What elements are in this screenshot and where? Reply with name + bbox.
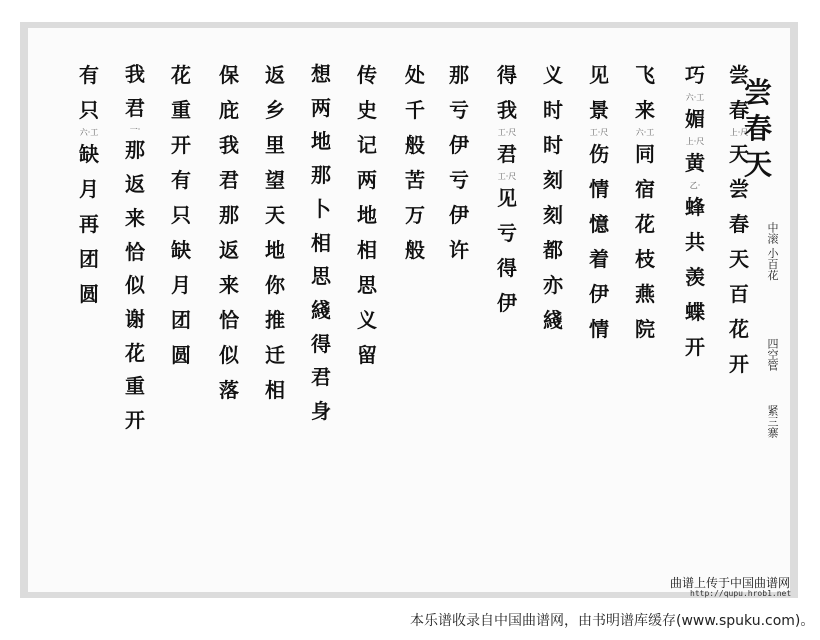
lyric-char: 重 [171,98,191,122]
lyric-char: 月 [171,273,191,297]
score-column [164,58,198,373]
gongche-notation: 六·工 [79,128,99,137]
lyric-char: 只 [79,98,99,122]
score-column [442,58,476,268]
lyric-char: 蝶 [685,300,705,324]
lyric-char: 亏 [449,168,469,192]
lyric-char: 君 [497,142,517,166]
lyric-char: 时 [543,98,563,122]
lyric-char: 你 [265,273,285,297]
lyric-char: 宿 [635,177,655,201]
lyric-char: 地 [357,203,377,227]
score-column [490,58,524,321]
lyric-char: 里 [265,133,285,157]
gongche-notation: 六·工 [635,128,655,137]
lyric-char: 天 [729,247,749,271]
lyric-char: 刻 [543,168,563,192]
lyric-char: 义 [357,308,377,332]
lyric-char: 亦 [543,273,563,297]
lyric-char: 缺 [79,142,99,166]
lyric-char: 綫 [311,298,331,323]
lyric-char: 月 [79,177,99,201]
lyric-char: 尝 [729,177,749,201]
lyric-char: 情 [589,177,609,201]
score-column [722,58,756,382]
lyric-char: 同 [635,142,655,166]
lyric-char: 思 [311,264,331,289]
score-column [350,58,384,373]
score-column [118,58,152,438]
lyric-char: 伤 [589,142,609,166]
lyric-char: 般 [405,133,425,157]
lyric-char: 黄 [685,151,705,175]
score-title: 尝春天 [743,76,772,181]
watermark-url: http://qupu.hrob1.net [690,589,792,598]
lyric-char: 开 [685,335,705,359]
lyric-char: 时 [543,133,563,157]
score-column [582,58,616,347]
lyric-char: 花 [635,212,655,236]
score-column [72,58,106,312]
lyric-char: 天 [729,142,749,166]
gongche-notation: 六·工 [685,93,705,102]
lyric-char: 保 [219,63,239,87]
lyric-char: 尝 [729,63,749,87]
lyric-char: 千 [405,98,425,122]
lyric-char: 苦 [405,168,425,192]
score-meta-1: 中滚 小百花 [766,222,779,281]
lyric-char: 巧 [685,63,705,87]
lyric-char: 綫 [543,308,563,332]
gongche-notation: 工·尺 [589,128,609,137]
lyric-char: 般 [405,238,425,262]
lyric-char: 枝 [635,247,655,271]
score-column [304,58,338,429]
gongche-notation: 工·尺 [497,172,517,181]
watermark-text: 曲谱上传于中国曲谱网 [670,576,791,590]
lyric-char: 亏 [449,98,469,122]
lyric-char: 见 [589,63,609,87]
lyric-char: 谢 [125,307,145,332]
lyric-char: 我 [497,98,517,122]
lyric-char: 都 [543,238,563,262]
lyric-char: 义 [543,63,563,87]
lyric-char: 团 [79,247,99,271]
lyric-char: 返 [219,238,239,262]
lyric-char: 院 [635,317,655,341]
lyric-char: 伊 [497,291,517,315]
lyric-char: 两 [311,95,331,120]
score-column [678,58,712,365]
lyric-char: 迁 [265,343,285,367]
score-column [628,58,662,347]
lyric-char: 返 [125,172,145,197]
lyric-char: 那 [219,203,239,227]
gongche-notation: 上·尺 [685,137,705,146]
lyric-char: 春 [729,212,749,236]
lyric-char: 望 [265,168,285,192]
lyric-char: 记 [357,133,377,157]
lyric-char: 君 [311,365,331,390]
lyric-char: 共 [685,230,705,254]
lyric-char: 身 [311,399,331,424]
lyric-char: 缺 [171,238,191,262]
lyric-char: 亏 [497,221,517,245]
lyric-char: 刻 [543,203,563,227]
gongche-notation: 工·尺 [497,128,517,137]
score-column [258,58,292,408]
lyric-char: 我 [219,133,239,157]
lyric-char: 推 [265,308,285,332]
lyric-char: 团 [171,308,191,332]
lyric-char: 伊 [449,133,469,157]
lyric-char: 景 [589,98,609,122]
lyric-char: 似 [219,343,239,367]
lyric-char: 花 [171,63,191,87]
score-column [212,58,246,408]
lyric-char: 开 [171,133,191,157]
score-meta-2: 四空管 [766,338,779,371]
lyric-char: 两 [357,168,377,192]
lyric-char: 君 [219,168,239,192]
score-column [536,58,570,338]
lyric-char: 许 [449,238,469,262]
lyric-char: 羡 [685,265,705,289]
lyric-char: 憶 [589,212,609,236]
lyric-char: 开 [125,408,145,433]
lyric-char: 相 [311,230,331,255]
lyric-char: 重 [125,374,145,399]
gongche-notation: 乙· [689,181,701,190]
lyric-char: 地 [311,129,331,154]
lyric-char: 那 [125,138,145,163]
lyric-char: 那 [449,63,469,87]
lyric-char: 传 [357,63,377,87]
lyric-char: 来 [125,205,145,230]
lyric-char: 百 [729,282,749,306]
lyric-char: 来 [219,273,239,297]
footer-text: 本乐谱收录自中国曲谱网，由书明谱库缓存(www.spuku.com)。 [410,613,815,629]
lyric-char: 媚 [685,107,705,131]
lyric-char: 处 [405,63,425,87]
lyric-char: 只 [171,203,191,227]
lyric-char: 似 [125,273,145,298]
lyric-char: 圆 [171,343,191,367]
lyric-char: 落 [219,378,239,402]
lyric-char: 见 [497,186,517,210]
lyric-char: 蜂 [685,195,705,219]
lyric-char: 恰 [219,308,239,332]
lyric-char: 再 [79,212,99,236]
score-meta-3: 紧三寨 [766,405,779,438]
lyric-char: 君 [125,95,145,120]
lyric-char: 庇 [219,98,239,122]
lyric-char: 花 [729,317,749,341]
gongche-notation: 一· [129,125,141,135]
gongche-notation: 上·尺 [729,128,749,137]
lyric-char: 史 [357,98,377,122]
lyric-char: 情 [589,317,609,341]
lyric-char: 飞 [635,63,655,87]
lyric-char: 春 [729,98,749,122]
lyric-char: 思 [357,273,377,297]
lyric-char: 相 [357,238,377,262]
lyric-char: 我 [125,62,145,86]
lyric-char: 相 [265,378,285,402]
lyric-char: 有 [79,63,99,87]
lyric-char: 想 [311,62,331,86]
lyric-char: 留 [357,343,377,367]
lyric-char: 得 [497,63,517,87]
lyric-char: 着 [589,247,609,271]
lyric-char: 花 [125,340,145,365]
lyric-char: 天 [265,203,285,227]
lyric-char: 卜 [311,196,331,221]
lyric-char: 伊 [589,282,609,306]
lyric-char: 伊 [449,203,469,227]
lyric-char: 有 [171,168,191,192]
lyric-char: 地 [265,238,285,262]
lyric-char: 圆 [79,282,99,306]
lyric-char: 开 [729,352,749,376]
lyric-char: 来 [635,98,655,122]
lyric-char: 恰 [125,239,145,264]
lyric-char: 乡 [265,98,285,122]
score-column [398,58,432,268]
lyric-char: 返 [265,63,285,87]
lyric-char: 得 [311,331,331,356]
lyric-char: 那 [311,163,331,188]
lyric-char: 得 [497,256,517,280]
lyric-char: 万 [405,203,425,227]
lyric-char: 燕 [635,282,655,306]
